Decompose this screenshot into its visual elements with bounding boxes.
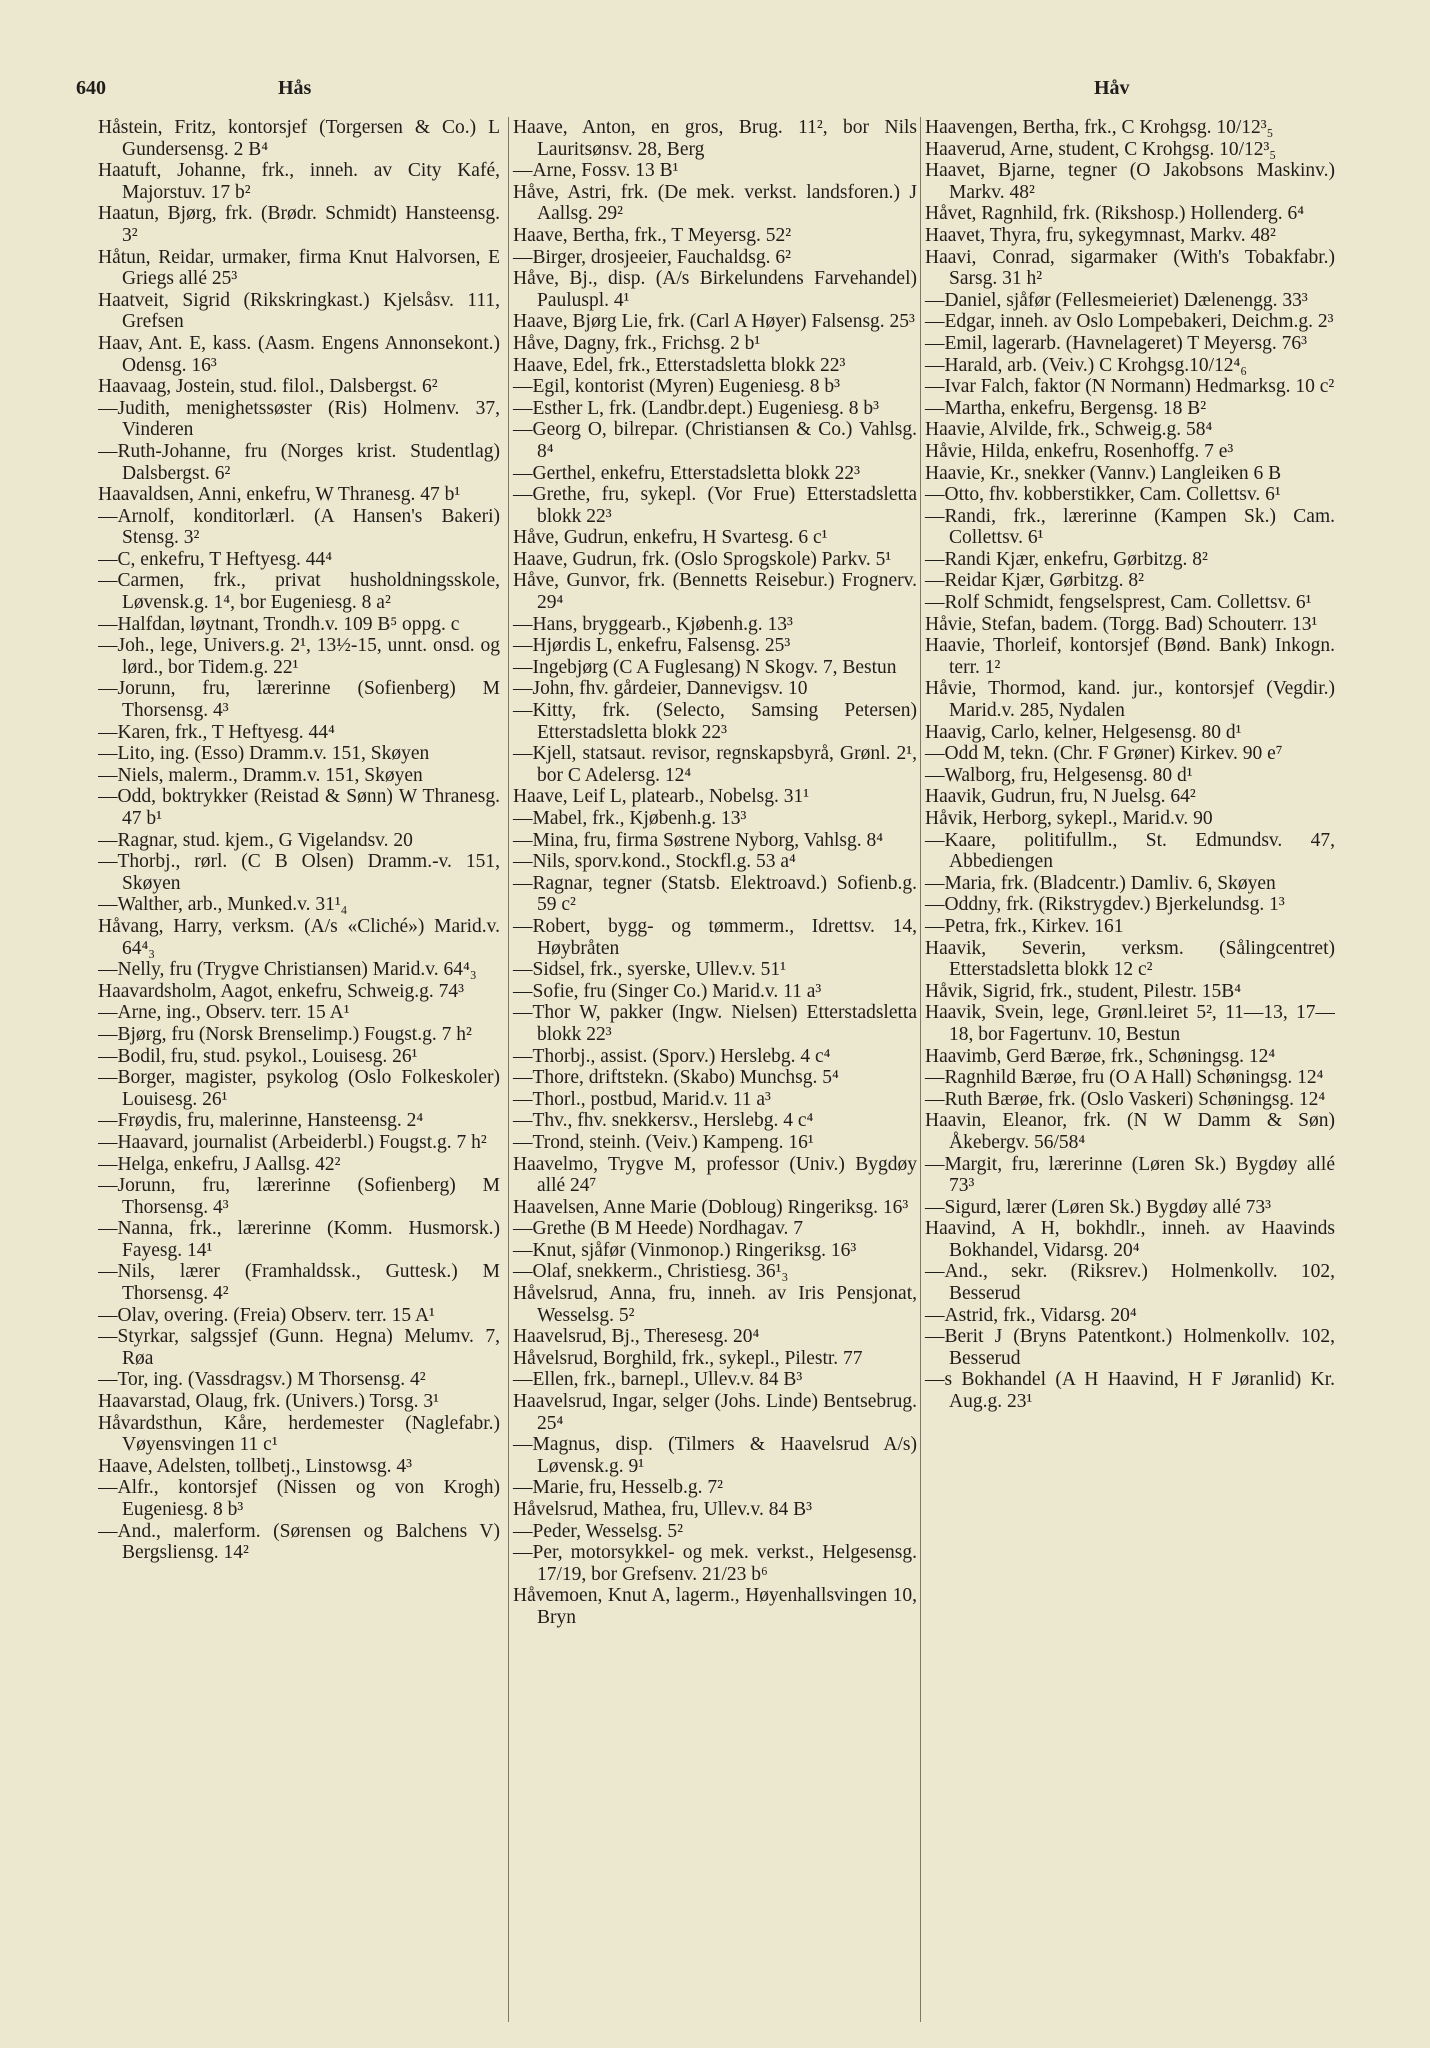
- directory-entry: —Ragnar, tegner (Statsb. Elektroavd.) Sofienb.g. 59 c²: [513, 872, 917, 916]
- directory-entry: Haavind, A H, bokhdlr., inneh. av Haavinds Bokhandel, Vidarsg. 20⁴: [925, 1218, 1335, 1261]
- directory-entry: Haave, Gudrun, frk. (Oslo Sprogskole) Parkv. 5¹: [513, 548, 892, 570]
- directory-entry: —Margit, fru, lærerinne (Løren Sk.) Bygdøy allé 73³: [925, 1153, 1335, 1197]
- directory-entry: —Halfdan, løytnant, Trondh.v. 109 B⁵ oppg. c: [98, 613, 460, 635]
- column-2: [508, 117, 917, 2022]
- directory-entry: —Ingebjørg (C A Fuglesang) N Skogv. 7, Bestun: [513, 656, 897, 678]
- directory-entry: Haatveit, Sigrid (Rikskringkast.) Kjelsåsv. 111, Grefsen: [98, 289, 500, 333]
- directory-entry: —Hjørdis L, enkefru, Falsensg. 25³: [513, 635, 791, 657]
- directory-entry: —Nanna, frk., lærerinne (Komm. Husmorsk.) Fayesg. 14¹: [98, 1218, 500, 1261]
- directory-entry: —Arne, ing., Observ. terr. 15 A¹: [98, 1002, 350, 1024]
- directory-entry: —Odd M, tekn. (Chr. F Grøner) Kirkev. 90 e⁷: [925, 743, 1283, 765]
- directory-entry: Håtun, Reidar, urmaker, firma Knut Halvorsen, E Griegs allé 25³: [98, 246, 500, 290]
- directory-entry: Haave, Adelsten, tollbetj., Linstowsg. 4³: [98, 1455, 413, 1477]
- directory-entry: —Robert, bygg- og tømmerm., Idrettsv. 14, Høybråten: [513, 915, 917, 959]
- directory-entry: —Judith, menighetssøster (Ris) Holmenv. 37, Vinderen: [98, 397, 500, 441]
- directory-entry: Håvemoen, Knut A, lagerm., Høyenhallsvingen 10, Bryn: [513, 1585, 917, 1628]
- directory-entry: —Sofie, fru (Singer Co.) Marid.v. 11 a³: [513, 980, 822, 1002]
- directory-entry: —Walther, arb., Munked.v. 31¹₄: [98, 894, 348, 916]
- directory-entry: Håvik, Herborg, sykepl., Marid.v. 90: [925, 808, 1213, 829]
- directory-entry: Håstein, Fritz, kontorsjef (Torgersen & Co.) L Gundersensg. 2 B⁴: [98, 117, 500, 160]
- directory-entry: —Sidsel, frk., syerske, Ullev.v. 51¹: [513, 959, 787, 981]
- directory-entry: —Egil, kontorist (Myren) Eugeniesg. 8 b³: [513, 376, 841, 398]
- directory-entry: —Daniel, sjåfør (Fellesmeieriet) Dælenengg. 33³: [925, 289, 1308, 311]
- directory-entry: —Jorunn, fru, lærerinne (Sofienberg) M Thorsensg. 4³: [98, 1175, 500, 1218]
- directory-entry: —Randi Kjær, enkefru, Gørbitzg. 8²: [925, 548, 1208, 570]
- directory-entry: —Ellen, frk., barnepl., Ullev.v. 84 B³: [513, 1369, 803, 1391]
- directory-entry: Håvie, Stefan, badem. (Torgg. Bad) Schouterr. 13¹: [925, 613, 1318, 635]
- directory-entry: —Birger, drosjeeier, Fauchaldsg. 6²: [513, 246, 791, 268]
- directory-entry: —Borger, magister, psykolog (Oslo Folkeskoler) Louisesg. 26¹: [98, 1067, 500, 1110]
- directory-entry: —Ivar Falch, faktor (N Normann) Hedmarksg. 10 c²: [925, 376, 1335, 398]
- directory-entry: Haavelmo, Trygve M, professor (Univ.) Bygdøy allé 24⁷: [513, 1153, 917, 1197]
- directory-entry: —Thore, driftstekn. (Skabo) Munchsg. 5⁴: [513, 1067, 839, 1089]
- directory-entry: —Alfr., kontorsjef (Nissen og von Krogh) Eugeniesg. 8 b³: [98, 1477, 500, 1520]
- directory-entry: Haavik, Svein, lege, Grønl.leiret 5², 11—13, 17—18, bor Fagertunv. 10, Bestun: [925, 1002, 1335, 1045]
- directory-entry: —Nils, sporv.kond., Stockfl.g. 53 a⁴: [513, 851, 796, 873]
- directory-entry: —Thorbj., assist. (Sporv.) Herslebg. 4 c⁴: [513, 1045, 831, 1067]
- directory-entry: —Thorbj., rørl. (C B Olsen) Dramm.-v. 151, Skøyen: [98, 851, 500, 894]
- directory-entry: —Mina, fru, firma Søstrene Nyborg, Vahlsg. 8⁴: [513, 829, 884, 851]
- directory-entry: —Nils, lærer (Framhaldssk., Guttesk.) M Thorsensg. 4²: [98, 1261, 500, 1305]
- directory-entry: —Berit J (Bryns Patentkont.) Holmenkollv. 102, Besserud: [925, 1326, 1335, 1369]
- directory-entry: —Martha, enkefru, Bergensg. 18 B²: [925, 397, 1207, 419]
- directory-entry: —Olaf, snekkerm., Christiesg. 36¹₃: [513, 1261, 789, 1283]
- directory-entry: Håvet, Ragnhild, frk. (Rikshosp.) Hollenderg. 6⁴: [925, 203, 1305, 225]
- directory-columns: [98, 117, 1334, 2022]
- directory-entry: Haatun, Bjørg, frk. (Brødr. Schmidt) Hansteensg. 3²: [98, 203, 500, 246]
- directory-entry: —Magnus, disp. (Tilmers & Haavelsrud A/s) Løvensk.g. 9¹: [513, 1434, 917, 1477]
- directory-entry: —Jorunn, fru, lærerinne (Sofienberg) M Thorsensg. 4³: [98, 678, 500, 722]
- directory-entry: —Rolf Schmidt, fengselsprest, Cam. Collettsv. 6¹: [925, 592, 1312, 614]
- directory-entry: Haave, Leif L, platearb., Nobelsg. 31¹: [513, 786, 810, 808]
- directory-entry: —Grethe, fru, sykepl. (Vor Frue) Etterstadsletta blokk 22³: [513, 484, 917, 527]
- directory-entry: Håvardsthun, Kåre, herdemester (Naglefabr.) Vøyensvingen 11 c¹: [98, 1412, 500, 1456]
- column-3: [920, 117, 1335, 2022]
- directory-entry: —Arne, Fossv. 13 B¹: [513, 160, 679, 182]
- directory-entry: Haavik, Gudrun, fru, N Juelsg. 64²: [925, 786, 1196, 808]
- directory-entry: Håvang, Harry, verksm. (A/s «Cliché») Marid.v. 64⁴₃: [98, 915, 500, 959]
- directory-entry: —Helga, enkefru, J Aallsg. 42²: [98, 1153, 341, 1175]
- directory-entry: Håvie, Hilda, enkefru, Rosenhoffg. 7 e³: [925, 440, 1234, 462]
- directory-entry: Haavi, Conrad, sigarmaker (With's Tobakfabr.) Sarsg. 31 h²: [925, 246, 1335, 290]
- directory-entry: —Harald, arb. (Veiv.) C Krohgsg.10/12⁴₆: [925, 354, 1248, 376]
- directory-entry: Haavarstad, Olaug, frk. (Univers.) Torsg. 3¹: [98, 1391, 439, 1413]
- directory-entry: —Oddny, frk. (Rikstrygdev.) Bjerkelundsg. 1³: [925, 894, 1285, 916]
- directory-entry: —Joh., lege, Univers.g. 2¹, 13½-15, unnt. onsd. og lørd., bor Tidem.g. 22¹: [98, 635, 500, 678]
- directory-entry: Haavaldsen, Anni, enkefru, W Thranesg. 47 b¹: [98, 484, 461, 506]
- directory-entry: Håve, Astri, frk. (De mek. verkst. landsforen.) J Aallsg. 29²: [513, 181, 917, 225]
- directory-entry: Haave, Bertha, frk., T Meyersg. 52²: [513, 224, 792, 246]
- directory-entry: —C, enkefru, T Heftyesg. 44⁴: [98, 548, 333, 570]
- directory-entry: Haavaag, Jostein, stud. filol., Dalsbergst. 6²: [98, 376, 438, 398]
- directory-entry: Haavet, Bjarne, tegner (O Jakobsons Maskinv.) Markv. 48²: [925, 160, 1335, 203]
- directory-entry: Haaverud, Arne, student, C Krohgsg. 10/12³₅: [925, 138, 1277, 160]
- directory-entry: —Randi, frk., lærerinne (Kampen Sk.) Cam. Collettsv. 6¹: [925, 505, 1335, 549]
- directory-entry: —Thor W, pakker (Ingw. Nielsen) Etterstadsletta blokk 22³: [513, 1002, 917, 1045]
- directory-entry: Haavin, Eleanor, frk. (N W Damm & Søn) Åkebergv. 56/58⁴: [925, 1110, 1335, 1153]
- directory-entry: —Astrid, frk., Vidarsg. 20⁴: [925, 1304, 1137, 1326]
- directory-entry: —John, fhv. gårdeier, Dannevigsv. 10: [513, 678, 808, 700]
- directory-entry: —Peder, Wesselsg. 5²: [513, 1520, 683, 1542]
- directory-entry: —Kitty, frk. (Selecto, Samsing Petersen) Etterstadsletta blokk 22³: [513, 700, 917, 743]
- directory-entry: —Georg O, bilrepar. (Christiansen & Co.) Vahlsg. 8⁴: [513, 419, 917, 462]
- directory-entry: —Nelly, fru (Trygve Christiansen) Marid.v. 64⁴₃: [98, 959, 477, 981]
- directory-entry: Haavelsrud, Bj., Theresesg. 20⁴: [513, 1326, 760, 1348]
- header-left-guide-word: Hås: [278, 77, 312, 99]
- directory-entry: —Bjørg, fru (Norsk Brenselimp.) Fougst.g. 7 h²: [98, 1023, 472, 1045]
- directory-entry: Håve, Bj., disp. (A/s Birkelundens Farvehandel) Pauluspl. 4¹: [513, 268, 917, 311]
- directory-entry: —Haavard, journalist (Arbeiderbl.) Fougst.g. 7 h²: [98, 1131, 487, 1153]
- directory-entry: Håvelsrud, Borghild, frk., sykepl., Pilestr. 77: [513, 1347, 863, 1369]
- directory-entry: —Niels, malerm., Dramm.v. 151, Skøyen: [98, 764, 423, 786]
- directory-entry: —Kjell, statsaut. revisor, regnskapsbyrå, Grønl. 2¹, bor C Adelersg. 12⁴: [513, 743, 917, 786]
- directory-entry: —Odd, boktrykker (Reistad & Sønn) W Thranesg. 47 b¹: [98, 786, 500, 829]
- directory-entry: —Ragnhild Bærøe, fru (O A Hall) Schøningsg. 12⁴: [925, 1067, 1324, 1089]
- directory-entry: —Emil, lagerarb. (Havnelageret) T Meyersg. 76³: [925, 332, 1307, 354]
- directory-entry: —Thv., fhv. snekkersv., Herslebg. 4 c⁴: [513, 1110, 814, 1132]
- directory-entry: —Tor, ing. (Vassdragsv.) M Thorsensg. 4²: [98, 1369, 426, 1391]
- directory-entry: —And., malerform. (Sørensen og Balchens V) Bergsliensg. 14²: [98, 1520, 500, 1564]
- directory-entry: Haave, Bjørg Lie, frk. (Carl A Høyer) Falsensg. 25³: [513, 311, 915, 333]
- directory-entry: Haave, Edel, frk., Etterstadsletta blokk 22³: [513, 354, 846, 376]
- directory-entry: Håvelsrud, Mathea, fru, Ullev.v. 84 B³: [513, 1499, 812, 1520]
- directory-entry: —And., sekr. (Riksrev.) Holmenkollv. 102, Besserud: [925, 1261, 1335, 1305]
- directory-entry: —Walborg, fru, Helgesensg. 80 d¹: [925, 764, 1193, 786]
- directory-entry: —Marie, fru, Hesselb.g. 7²: [513, 1477, 724, 1499]
- directory-entry: —Thorl., postbud, Marid.v. 11 a³: [513, 1088, 771, 1110]
- directory-entry: —Ruth-Johanne, fru (Norges krist. Studentlag) Dalsbergst. 6²: [98, 440, 500, 484]
- directory-entry: —Gerthel, enkefru, Etterstadsletta blokk 22³: [513, 462, 860, 484]
- directory-entry: Haavie, Kr., snekker (Vannv.) Langleiken 6 B: [925, 462, 1282, 484]
- directory-entry: Haavet, Thyra, fru, sykegymnast, Markv. 48²: [925, 224, 1276, 246]
- page-header: [0, 76, 1430, 110]
- directory-entry: —Edgar, inneh. av Oslo Lompebakeri, Deichm.g. 2³: [925, 311, 1334, 333]
- directory-entry: Håvelsrud, Anna, fru, inneh. av Iris Pensjonat, Wesselsg. 5²: [513, 1283, 917, 1326]
- directory-entry: Haavardsholm, Aagot, enkefru, Schweig.g. 74³: [98, 980, 464, 1002]
- directory-entry: Haatuft, Johanne, frk., inneh. av City Kafé, Majorstuv. 17 b²: [98, 160, 500, 203]
- directory-entry: Haavengen, Bertha, frk., C Krohgsg. 10/12³₅: [925, 117, 1274, 138]
- directory-entry: Haave, Anton, en gros, Brug. 11², bor Nils Lauritsønsv. 28, Berg: [513, 117, 917, 160]
- directory-entry: —Karen, frk., T Heftyesg. 44⁴: [98, 721, 335, 743]
- column-1: [98, 117, 500, 2022]
- directory-entry: —Lito, ing. (Esso) Dramm.v. 151, Skøyen: [98, 743, 430, 765]
- directory-entry: —Ragnar, stud. kjem., G Vigelandsv. 20: [98, 829, 413, 851]
- directory-entry: —Per, motorsykkel- og mek. verkst., Helgesensg. 17/19, bor Grefsenv. 21/23 b⁶: [513, 1542, 917, 1585]
- directory-entry: —Styrkar, salgssjef (Gunn. Hegna) Melumv. 7, Røa: [98, 1326, 500, 1369]
- directory-entry: Haavig, Carlo, kelner, Helgesensg. 80 d¹: [925, 721, 1242, 743]
- directory-entry: Haavie, Alvilde, frk., Schweig.g. 58⁴: [925, 419, 1213, 441]
- directory-entry: —Sigurd, lærer (Løren Sk.) Bygdøy allé 73³: [925, 1196, 1271, 1218]
- directory-entry: —Maria, frk. (Bladcentr.) Damliv. 6, Skøyen: [925, 872, 1276, 894]
- header-right-guide-word: Håv: [1094, 77, 1130, 99]
- directory-entry: Håvik, Sigrid, frk., student, Pilestr. 15B⁴: [925, 980, 1242, 1002]
- directory-entry: —Mabel, frk., Kjøbenh.g. 13³: [513, 808, 747, 829]
- directory-entry: Håve, Gunvor, frk. (Bennetts Reisebur.) Frognerv. 29⁴: [513, 570, 917, 614]
- directory-entry: —Otto, fhv. kobberstikker, Cam. Collettsv. 6¹: [925, 484, 1281, 506]
- directory-entry: —Ruth Bærøe, frk. (Oslo Vaskeri) Schøningsg. 12⁴: [925, 1088, 1326, 1110]
- directory-entry: —Olav, overing. (Freia) Observ. terr. 15 A¹: [98, 1304, 435, 1326]
- directory-entry: —Petra, frk., Kirkev. 161: [925, 915, 1124, 937]
- directory-entry: —Frøydis, fru, malerinne, Hansteensg. 2⁴: [98, 1110, 424, 1132]
- page-number: 640: [76, 77, 106, 99]
- directory-entry: —Knut, sjåfør (Vinmonop.) Ringeriksg. 16³: [513, 1239, 857, 1261]
- directory-entry: —Arnolf, konditorlærl. (A Hansen's Bakeri) Stensg. 3²: [98, 505, 500, 549]
- directory-entry: —s Bokhandel (A H Haavind, H F Jøranlid) Kr. Aug.g. 23¹: [925, 1369, 1335, 1413]
- directory-entry: —Reidar Kjær, Gørbitzg. 8²: [925, 570, 1144, 592]
- directory-entry: —Kaare, politifullm., St. Edmundsv. 47, Abbediengen: [925, 829, 1335, 873]
- directory-entry: Haavelsen, Anne Marie (Dobloug) Ringeriksg. 16³: [513, 1196, 909, 1218]
- directory-entry: —Trond, steinh. (Veiv.) Kampeng. 16¹: [513, 1131, 814, 1153]
- directory-entry: Haavie, Thorleif, kontorsjef (Bønd. Bank) Inkogn. terr. 1²: [925, 635, 1335, 678]
- directory-entry: —Esther L, frk. (Landbr.dept.) Eugeniesg. 8 b³: [513, 397, 879, 419]
- directory-entry: —Grethe (B M Heede) Nordhagav. 7: [513, 1218, 804, 1240]
- directory-entry: Håvie, Thormod, kand. jur., kontorsjef (Vegdir.) Marid.v. 285, Nydalen: [925, 678, 1335, 722]
- directory-entry: —Hans, bryggearb., Kjøbenh.g. 13³: [513, 613, 793, 635]
- directory-entry: Haavimb, Gerd Bærøe, frk., Schøningsg. 12⁴: [925, 1045, 1276, 1067]
- directory-entry: Håve, Dagny, frk., Frichsg. 2 b¹: [513, 332, 761, 354]
- directory-entry: Haavik, Severin, verksm. (Sålingcentret) Etterstadsletta blokk 12 c²: [925, 937, 1335, 981]
- directory-entry: —Bodil, fru, stud. psykol., Louisesg. 26¹: [98, 1045, 418, 1067]
- directory-entry: Haavelsrud, Ingar, selger (Johs. Linde) Bentsebrug. 25⁴: [513, 1391, 917, 1434]
- directory-entry: —Carmen, frk., privat husholdningsskole, Løvensk.g. 1⁴, bor Eugeniesg. 8 a²: [98, 570, 500, 614]
- directory-entry: Håve, Gudrun, enkefru, H Svartesg. 6 c¹: [513, 527, 828, 549]
- directory-entry: Haav, Ant. E, kass. (Aasm. Engens Annonsekont.) Odensg. 16³: [98, 332, 500, 376]
